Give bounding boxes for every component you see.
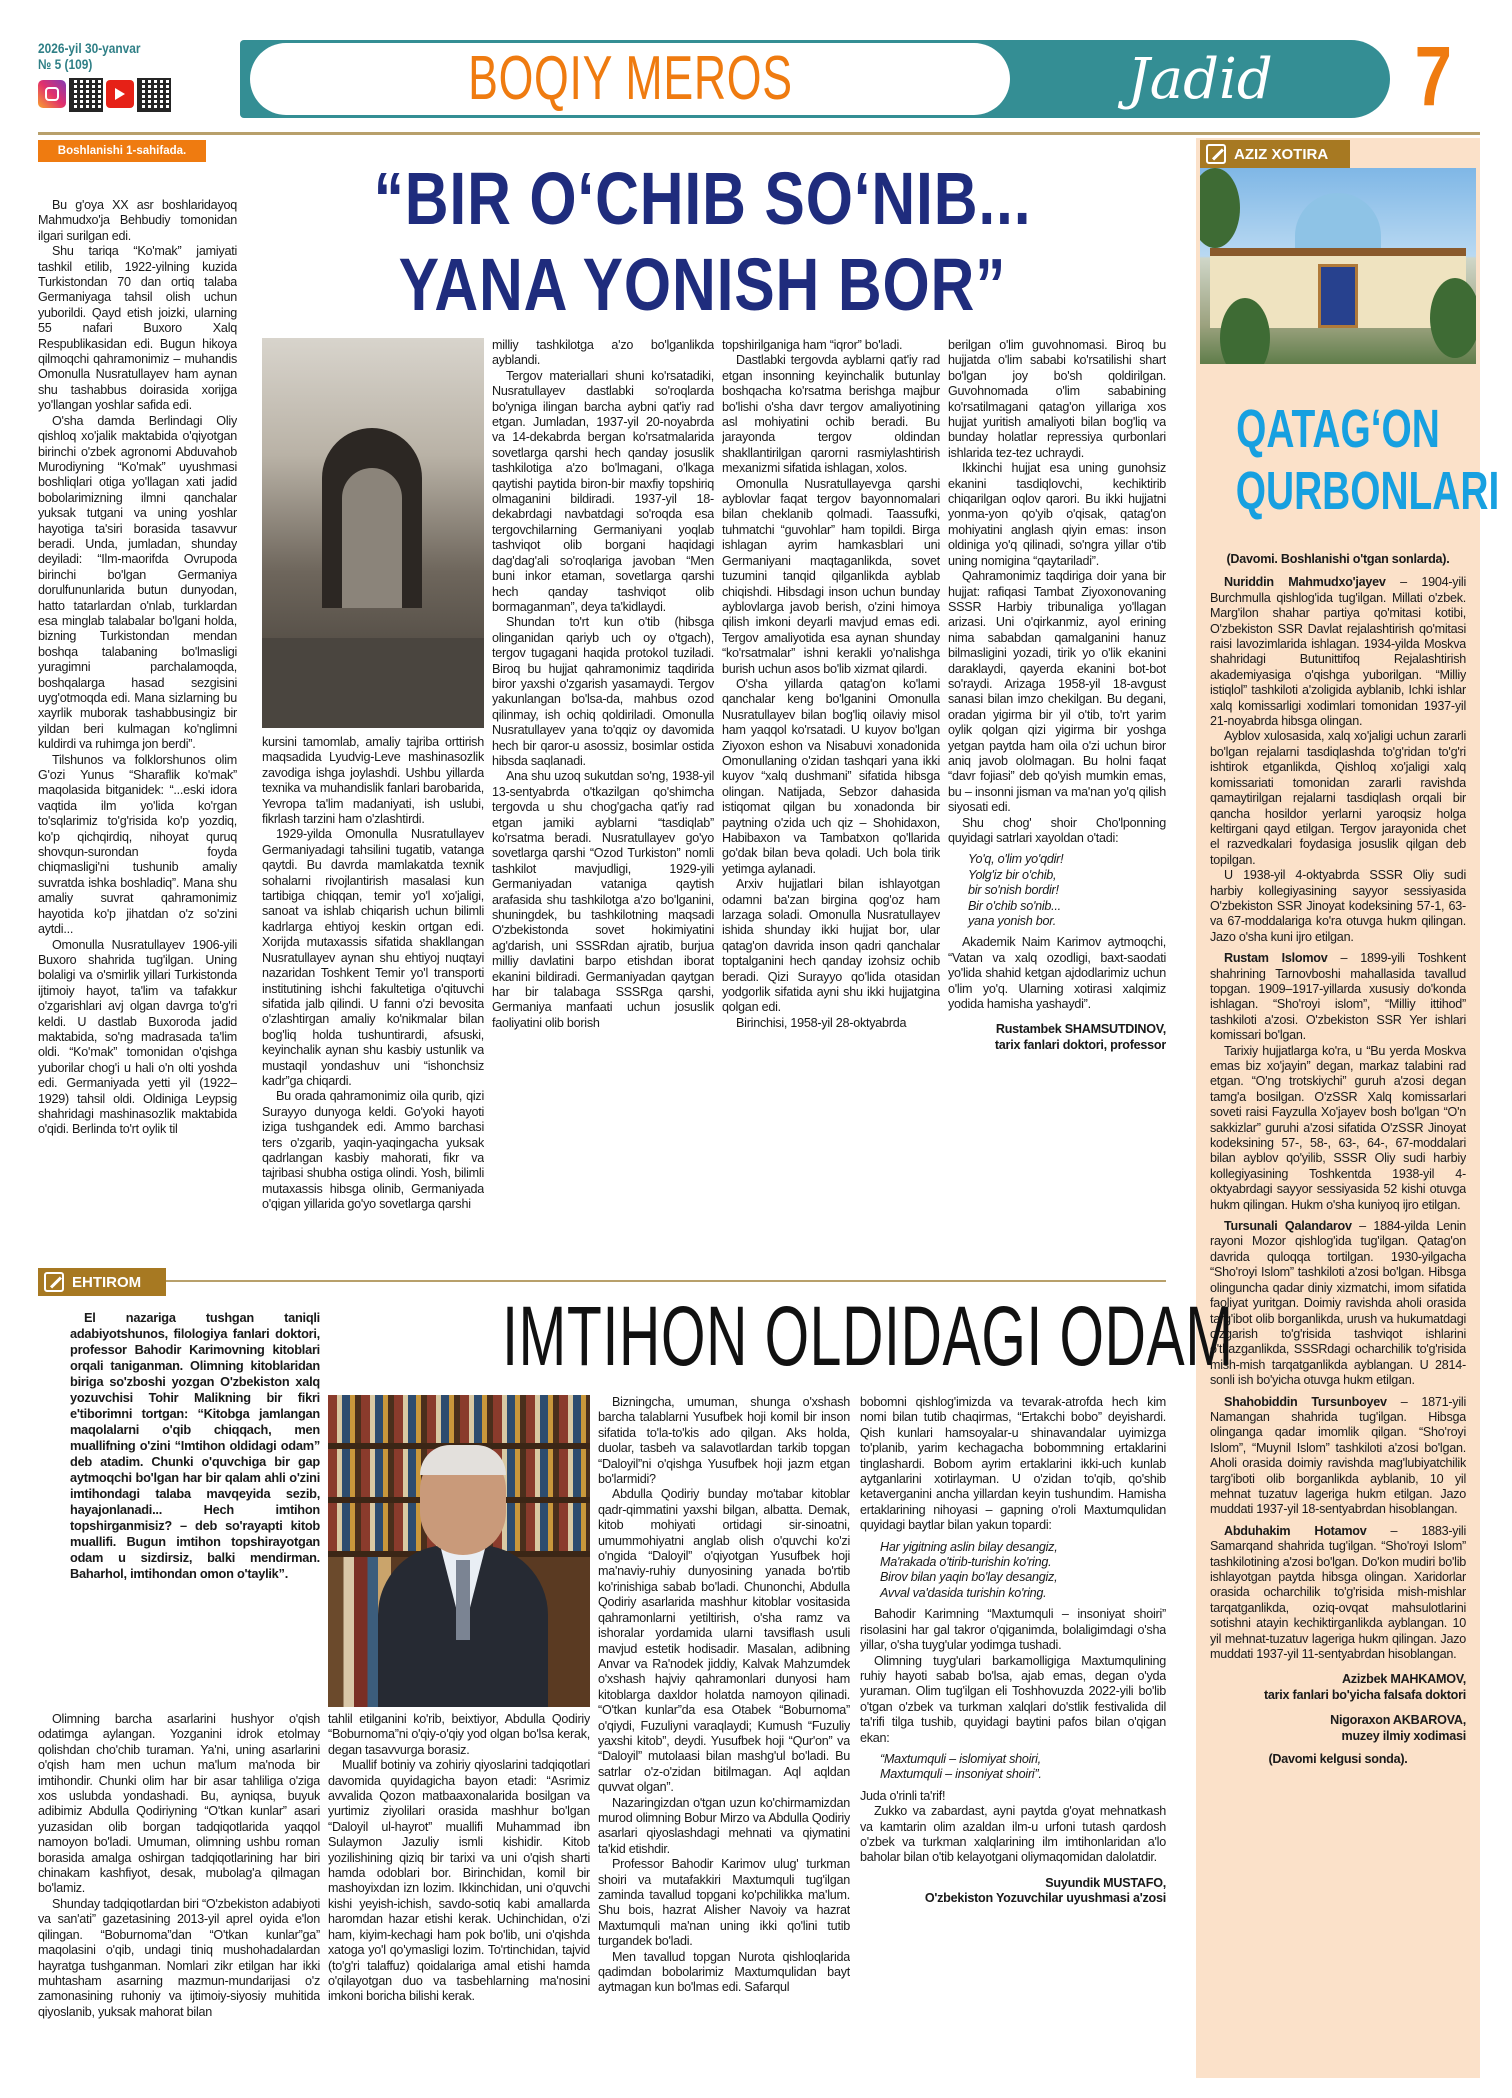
paragraph: Bahodir Karimning “Maxtumquli – insoniyat shoiri” risolasini har gal takror o'qiganimda, bolaligimdagi o'sha yillar, o'sha tuyg'ular yodimga tushadi.	[860, 1607, 1166, 1653]
article-column	[598, 1395, 850, 2077]
paragraph: O'sha damda Berlindagi Oliy qishloq xo'jalik maktabida o'qiyotgan birinchi o'zbek agronomi Abduvahob Murodiyning “Ko'mak” uyushmasi boshliqlari otiga yo'llagan xati jadid bobolarimizning ilmni qanchalar yuksak tutgani va uning yoshlar hayotiga ta'siri borasida tasavvur beradi. Unda, jumladan, shunday deyiladi: “Ilm-maorifda Ovrupoda birinchi bo'lgan Germaniya dorulfununlarida butun dunyodan, hatto tatarlardan o'nlab, turklardan esa minglab talabalar bo'lgani holda, bizning Turkistondan mendan boshqa talabaning bo'lmasligi yuragimni parchalamoqda, boshqalarga hasad sezgisini uyg'otmoqda edi. Mana sizlarning bu xayrlik muborak tashabbusingiz bir yildan beri kulmagan ko'nglimni kuldirdi va ruhimga jon berdi”.	[38, 413, 237, 752]
pencil-icon	[1206, 144, 1226, 164]
paragraph: Olimning tuyg'ulari barkamolligiga Maxtumqulining ruhiy hayoti sabab bo'lsa, ajab emas, degan o'yda yuraman. Olim tug'ilgan eli Toshhovuzda 2022-yili bo'lib o'tgan o'zbek va turkman xalqlari do'stlik festivalida dil ta'rifi tilga tushib, quyidagi baytini pafos bilan o'qigan ekan:	[860, 1653, 1166, 1745]
paragraph: Juda o'rinli ta'rif!	[860, 1788, 946, 1803]
historic-mausoleum-photo	[262, 338, 484, 728]
paragraph: Muallif botiniy va zohiriy qiyoslarini tadqiqotlari davomida quyidagicha bayon etadi: “Asrimiz avvalida Qozon matbaaxonalarida bosilgan va yurtimiz ziyolilari orasida mashhur bo'lgan “Daloyil ul-hayrot” muallifi Muhammad ibn Sulaymon Jazuliy ismli kishidir. Kitob yozilishining qiziq bir tarixi va uni o'qish sharti hamda odoblari bor. Birinchidan, komil bir mashoyixdan izn lozim. Ikkinchidan, uni o'quvchi kishi yeyish-ichish, savdo-sotiq kabi amallarda haromdan hazar etishi kerak. Uchinchidan, o'zi ham, kiyim-kechagi ham pok bo'lib, uni o'qishda xatoga yo'l qo'ymasligi lozim. To'rtinchidan, tajvid (to'g'ri talaffuz) qoidalariga amal etishi hamda o'qilayotgan duo va tasbehlarning ma'nosini imkoni boricha bilishi kerak.	[328, 1758, 590, 2004]
victim-entry	[1210, 1219, 1466, 1388]
rubric-text: AZIZ XOTIRA	[1234, 145, 1329, 163]
section-title: BOQIY MEROS	[467, 44, 793, 113]
paragraph: tahlil etilganini ko'rib, beixtiyor, Abdulla Qodiriy “Boburnoma”ni o'qiy-o'qiy yod olgan bo'lsa kerak, degan tasavvurga borasiz.	[328, 1712, 590, 1757]
title-line: QURBONLARI	[1235, 461, 1500, 521]
paragraph: Arxiv hujjatlari bilan ishlayotgan odamni ba'zan birgina qog'oz ham larzaga soladi. Omonulla Nusratullayev ishida shunday ikki hujjat bor, ular qatag'on davrida inson qadri qanchalar toptalganini hech qanday izohsiz ochib beradi. Qizi Surayyo qo'lida otasidan yodgorlik sifatida ayni shu ikki hujjatgina qolgan edi.	[722, 877, 940, 1015]
divider	[166, 1280, 1166, 1282]
newspaper-logo: Jadid	[1127, 46, 1273, 112]
author-signature	[948, 1022, 1166, 1053]
poem-line: Avval va'dasida turishin ko'ring.	[880, 1585, 1047, 1600]
victim-bio: – 1883-yili Samarqand shahrida tug'ilgan. “Sho'royi Islom” tashkilotining a'zosi bo'lgan. Do'kon mudiri bo'lib ishlayotgan paytda hibsga olingan. Xaridorlar orasida ocharchilik to'g'risida mish-mishlar tarqatganlikda, oziq-ovqat mahsulotlarini sotishni atayin kechiktirganlikda ayblangan. 10 yil mehnat-tuzatuv lageriga hukm qilingan. Jazo muddati 1937-yil 11-sentyabrdan hisoblangan.	[1210, 1523, 1466, 1662]
paragraph: Shunday tadqiqotlardan biri “O'zbekiston adabiyoti va san'ati” gazetasining 2013-yil aprel oyida e'lon qilingan. “Boburnoma”dan “O'tkan kunlar”ga” maqolasini o'qib, undagi tiniq mushohadalardan hayratga tushganman. Nomlari zikr etilgan har ikki muhtasham asarning mazmun-mundarijasi o'z zamonasining ruhoniy va ijtimoiy-siyosiy muhitida qiyoslanib, yuksak mahorat bilan	[38, 1896, 320, 2019]
victim-entries	[1210, 575, 1466, 1662]
issue-date: 2026-yil 30-yanvar	[38, 40, 141, 56]
victim-entry	[1210, 1395, 1466, 1518]
victim-bio: Tarixiy hujjatlarga ko'ra, u “Bu yerda Moskva emas biz xo'jayin” degan, markaz talabini rad etgan. “O'ng trotskiychi” guruh a'zosi degan tamg'a bosilgan. O'zSSR Xalq komissarlari soveti raisi Fayzulla Xo'jayev bosh bo'lgan “O'n sakkizlar” guruhi a'zosi sifatida O'zSSR Jinoyat kodeksining 57-, 58-, 63-, 64-, 67-moddalari bilan ayblov qo'yilib, SSSR Oliy sudi harbiy kollegiyasining Toshkentda 1938-yil 4-oktyabrdagi sayyor sessiyasida 52 kishi otuvga hukm qilingan. Hukm o'sha kuniyoq ijro etilgan.	[1210, 1043, 1466, 1212]
author-name: Rustambek SHAMSUTDINOV,	[995, 1022, 1166, 1037]
title-line: YANA YONISH BOR”	[398, 243, 1007, 326]
victim-entry	[1210, 729, 1466, 868]
author-signature	[860, 1876, 1166, 1907]
author-signature	[1210, 1713, 1466, 1744]
paragraph: Professor Bahodir Karimov ulug' turkman shoiri va mutafakkiri Maxtumquli tug'ilgan zaminda tavallud topgani ko'pchilikka ma'lum. Shu bois, hazrat Alisher Navoiy va hazrat Maxtumquli ma'nan uning ikki qo'lini tutib turgandek bo'ladi.	[598, 1857, 850, 1949]
lead-paragraph: El nazariga tushgan taniqli adabiyotshunos, filologiya fanlari doktori, professor Bahodir Karimovning kitoblari orqali taniganman. Olimning kitoblaridan biriga so'zboshi yozgan O'zbekiston xalq yozuvchisi Tohir Malikning bir fikri e'tiborimni tortgan: “Kitobga jamlangan maqolalarni o'qib chiqqach, men muallifning o'zini “Imtihon oldidagi odam” deb atadim. Chunki o'quvchiga bir gap aytmoqchi bo'lgan har bir qalam ahli o'zini imtihondagi talaba mavqeyida sezib, hayajonlanadi... Hech imtihon topshirganmisiz? – deb so'rayapti kitob muallifi. Bugun imtihon topshirayotgan odam u sizdirsiz, balki mendirman. Baharhol, imtihondan omon o'taylik”.	[70, 1310, 320, 1581]
author-title: tarix fanlari bo'yicha falsafa doktori	[1263, 1687, 1466, 1702]
article-column	[328, 1712, 590, 2077]
qr-code-icon	[139, 80, 169, 110]
victim-bio: – 1871-yili Namangan shahrida tug'ilgan. Hibsga olinganga qadar imomlik qilgan. “Sho'royi Islom”, “Muynil Islom” tashkiloti a'zosi bo'lgan. Aholi orasida doimiy ravishda mag'lubiyatchilik targ'iboti olib borganlikda ayblanib, 10 yil mehnat tuzatuv lageriga hukm etilgan. Jazo muddati 1937-yil 18-sentyabrdan hisoblangan.	[1210, 1394, 1466, 1517]
poem-line: Yolg'iz bir o'chib,	[968, 867, 1057, 882]
poem-line: Har yigitning aslin bilay desangiz,	[880, 1539, 1058, 1554]
article-column	[948, 338, 1166, 1253]
victim-bio: Ayblov xulosasida, xalq xo'jaligi uchun zararli bo'lgan rejalarni tasdiqlashda to'g'ridan to'g'ri ishtirok etganlikda, Qishloq xo'jaligi xalq komissariati tomonidan zararli ravishda qamaytirilgan rejalarni tasdiqlash orqali bir qancha hosildor yerlarni yaroqsiz holga keltirgani qayd etilgan. Tergov jarayonida chet el razvedkalari foydasiga josuslik qilgan deb topilgan.	[1210, 729, 1466, 867]
social-links	[38, 80, 169, 110]
author-name: Nigoraxon AKBAROVA,	[1330, 1713, 1466, 1728]
author-signature	[1210, 1672, 1466, 1703]
sidebar-text	[1210, 552, 1466, 2072]
paragraph: Zukko va zabardast, ayni paytda g'oyat mehnatkash va kamtarin olim azaldan ilm-u urfoni tutash qardosh o'zbek va turkman xalqlarining ilm imtihonlaridan a'lo baholar bilan o'tib kelayotgani oliymaqomidan dalolatdir.	[860, 1804, 1166, 1865]
victim-entry	[1210, 1524, 1466, 1663]
article-title	[240, 156, 1165, 332]
professor-portrait-photo	[328, 1395, 590, 1707]
victim-bio: – 1904-yili Burchmulla qishlog'ida tug'ilgan. Millati o'zbek. Marg'ilon shahar partiya qo'mitasi kotibi, O'zbekiston SSR Davlat rejalashtirish qo'mitasi raisi lavozimlarida ishlagan. 1934-yilda Moskva shahridagi Butunittifoq Rejalashtirish akademiyasiga o'qishga yuborilgan. “Milliy istiqlol” tashkiloti a'zoligida ayblanib, Ichki ishlar xalq komissarligi xodimlari tomonidan 1937-yil 21-noyabrda hibsga olingan.	[1210, 575, 1466, 729]
paragraph: Bizningcha, umuman, shunga o'xshash barcha talablarni Yusufbek hoji komil bir inson sifatida to'la-to'kis ado qilgan. Aks holda, duolar, tasbeh va salavotlardan tarkib topgan “Daloyil”ni o'qishga Yusufbek hoji jazm etgan bo'larmidi?	[598, 1395, 850, 1487]
issue-meta	[38, 40, 208, 72]
paragraph: Akademik Naim Karimov aytmoqchi, “Vatan va xalq ozodligi, baxt-saodati yo'lida shahid ketgan ajdodlarimiz uchun o'lim yo'q. Ularning xotirasi xalqimiz yodida hamisha yashaydi”.	[948, 935, 1166, 1012]
victim-name: Shahobiddin Tursunboyev	[1224, 1394, 1387, 1409]
victim-name: Abduhakim Hotamov	[1224, 1523, 1367, 1538]
qr-code-icon	[71, 80, 101, 110]
sidebar-title	[1196, 398, 1500, 528]
issue-number: № 5 (109)	[38, 56, 93, 72]
section-title-pill	[250, 43, 1010, 115]
paragraph: milliy tashkilotga a'zo bo'lganlikda ayblandi.	[492, 338, 714, 368]
author-title: tarix fanlari doktori, professor	[994, 1037, 1166, 1052]
paragraph: topshirilganiga ham “iqror” bo'ladi.	[722, 338, 903, 352]
paragraph: 1929-yilda Omonulla Nusratullayev Germaniyadagi tahsilini tugatib, vatanga qaytdi. Bu davrda mamlakatda texnik sohalarni rivojlantirish masalasi kun tartibiga chiqqan, temir yo'l xo'jaligi, sanoat va ishlab chiqarish uchun bilimli kadrlarga ehtiyoj keskin ortgan edi. Xorijda mutaxassis sifatida shakllangan Nusratullayev aynan shu ehtiyoj nuqtayi nazaridan Toshkent Temir yo'l transporti institutining ishchi fakultetiga o'qituvchi sifatida jalb qilindi. U fanni o'zi bevosita o'zlashtirgan amaliy ko'nikmalar bilan bog'liq holda tushuntirardi, afsuski, keyinchalik aynan shu kasbiy ustunlik va mustaqil yondashuv uni “ishonchsiz kadr”ga chiqardi.	[262, 827, 484, 1088]
youtube-icon[interactable]	[106, 80, 134, 108]
author-name: Azizbek MAHKAMOV,	[1341, 1672, 1466, 1687]
continued-label: Boshlanishi 1-sahifada.	[38, 140, 206, 162]
poem-line: Yo'q, o'lim yo'qdir!	[968, 852, 1064, 867]
page-number: 7	[1414, 29, 1453, 123]
victim-bio: – 1899-yili Toshkent shahrining Tarnovboshi mahallasida tavallud topgan. 1909–1917-yillarda xususiy do'konda ishlagan. “Sho'royi islom”, “Milliy ittihod” tashkiloti a'zosi. O'zbekiston SSR Yer ishlari komissari bo'lgan.	[1210, 951, 1466, 1043]
victim-name: Rustam Islomov	[1224, 951, 1328, 966]
victim-entry	[1210, 575, 1466, 729]
paragraph: bobomni qishlog'imizda va tevarak-atrofda hech kim nomi bilan tutib chaqirmas, “Ertakchi bobo” deyishardi. Qish kunlari hamsoyalar-u shinavandalar uyimizga to'planib, yarim kechagacha bobommning ertaklarini tinglashardi. Bobom ayrim ertaklarini ikki-uch kunlab aytganlarini xotirlayman. U o'zidan to'qib, qo'shib ketaverganini ancha yillardan keyin tushundim. Hamisha ertaklarining nihoyasi – gapning o'roli Maxtumqulidan quyidagi baytlar bilan yakun topardi:	[860, 1395, 1166, 1533]
paragraph: Olimning barcha asarlarini hushyor o'qish odatimga aylangan. Yozganini idrok etolmay qolishdan cho'chib turaman. Ya'ni, uning asarlarini o'qish ham men uchun ma'lum ma'noda bir imtihondir. Chunki olim har bir asar tahliliga o'ziga xos uslubda yondashadi. Bu, ayniqsa, buyuk adibimiz Abdulla Qodiriyning “O'tkan kunlar” asari yuzasidan olib borgan tadqiqotlarida yaqqol namoyon bo'ladi. Umuman, olimning ushbu roman borasida amalga oshirgan tadqiqotlarining har biri chinakam kashfiyot, desak, mubolag'a qilmagan bo'lamiz.	[38, 1712, 320, 1896]
paragraph: Abdulla Qodiriy bunday mo'tabar kitoblar qadr-qimmatini yaxshi bilgan, albatta. Demak, kitob mohiyati ortidagi sir-sinoatni, umummohiyatni anglab olish o'quvchi ko'zi o'ngida “Daloyil” o'qiyotgan Yusufbek hoji ma'naviy-ruhiy dunyosining yanada bo'rtib ko'rinishiga sabab bo'ladi. Chunonchi, Abdulla Qodiriy asarlarida mashhur kitoblar vositasida qahramonlarni yetiltirish, o'sha ramz va ishoralar yordamida ularni tavsiflash usuli mavjud estetik hodisadir. Masalan, adibning Anvar va Ra'nodek jiddiy, Kalvak Mahzumdek o'xshash hajviy qahramonlari dunyosi ham kitoblarga daxldor holatda namoyon qilinadi. “O'tkan kunlar”da esa Otabek “Boburnoma” o'qiydi, Fuzuliyni varaqlaydi; Kumush “Fuzuliy yaxshi kitob”, deydi. Yusufbek hoji “Qur'on” va “Daloyil” mutolaasi bilan mashg'ul bo'ladi. Bu satrlar o'z-o'zidan bitilmagan. Aql aqldan quvvat olgan”.	[598, 1487, 850, 1795]
paragraph: Bu orada qahramonimiz oila qurib, qizi Surayyo dunyoga keldi. Go'yoki hayoti iziga tushgandek edi. Ammo barchasi ters o'zgarib, yaqin-yaqingacha yuksak qadrlangan kasbiy mahorati, fikr va tajribasi shubha ostiga olindi. Yosh, bilimli mutaxassis hibsga olinib, Germaniyada o'qigan yillarida go'yo sovetlarga qarshi	[262, 1089, 484, 1212]
paragraph: Shundan to'rt kun o'tib (hibsga olinganidan qariyb uch oy o'tgach), tergov tugagani haqida protokol tuziladi. Biroq bu hujjat qahramonimiz taqdirida biror yaxshi o'zgarish yasamaydi. Tergov yakunlangan bo'lsa-da, mahbus ozod qilinmay, ish ochiq qoldiriladi. Omonulla Nusratullayev yana to'qqiz oy davomida hech bir qaror-u asossiz, bosimlar ostida hibsda saqlanadi.	[492, 615, 714, 768]
poem-line: Birov bilan yaqin bo'lay desangiz,	[880, 1570, 1058, 1585]
rubric-label	[1200, 140, 1350, 168]
article-column	[492, 338, 714, 1253]
poem-line: Bir o'chib so'nib...	[968, 898, 1061, 913]
continued-note: (Davomi. Boshlanishi o'tgan sonlarda).	[1226, 552, 1450, 566]
paragraph: Shu tariqa “Ko'mak” jamiyati tashkil etilib, 1922-yilning kuzida Turkistondan 70 dan ortiq talaba Germaniyaga tahsil olish uchun yuborildi. Qayd etish joizki, ularning 55 nafari Buxoro Xalq Respublikasidan edi. Bugun hikoya qilmoqchi qahramonimiz – muhandis Omonulla Nusratullayev ham aynan shu tashabbus doirasida xorijga yo'llangan yoshlar safida edi.	[38, 244, 237, 413]
paragraph: Nazaringizdan o'tgan uzun ko'chirmamizdan murod olimning Bobur Mirzo va Abdulla Qodiriy asarlari qiyoslashdagi mehnati va qiymatini ta'kid etishdir.	[598, 1795, 850, 1856]
paragraph: Dastlabki tergovda ayblarni qat'iy rad etgan insonning keyinchalik butunlay boshqacha ko'rsatma berishga majbur bo'lishi o'sha davr tergov amaliyotining asl mohiyatini ochib beradi. Bu jarayonda tergov oldindan shakllantirilgan qarorni rasmiylashtirish mexanizmi sifatida ishlagan, xolos.	[722, 353, 940, 476]
article-column	[860, 1395, 1166, 2077]
poem-line: bir so'nish bordir!	[968, 883, 1059, 898]
victim-bio: U 1938-yil 4-oktyabrda SSSR Oliy sudi harbiy kollegiyasining sayyor sessiyasida O'zbekiston SSR Jinoyat kodeksining 57-1, 63- va 67-moddalariga ko'ra otuvga hukm qilingan. Jazo o'sha kuni ijro etilgan.	[1210, 868, 1466, 944]
paragraph: Omonulla Nusratullayevga qarshi ayblovlar faqat tergov bayonnomalari bilan cheklanib qolmadi. Taassufki, tuhmatchi “guvohlar” ham topildi. Birga ishlagan ayrim hamkasblari uni Germaniyani maqtaganlikda, sovet tuzumini tanqid qilganlikda ayblab chiqishdi. Hibsdagi inson uchun bunday ayblovlarga javob berish, o'zini himoya qilish imkoni deyarli mavjud emas edi. Tergov amaliyotida esa aynan shunday “ko'rsatmalar” ishni kerakli yo'nalishga burish uchun asos bo'lib xizmat qilardi.	[722, 476, 940, 676]
paragraph: Shu chog' shoir Cho'lponning quyidagi satrlari xayoldan o'tadi:	[948, 815, 1166, 845]
memorial-museum-photo	[1200, 168, 1476, 364]
victim-entry	[1210, 951, 1466, 1043]
article-title-wrap	[330, 1289, 1234, 1383]
paragraph: Men tavallud topgan Nurota qishloqlarida qadimdan bobolarimiz Maxtumqulidan bayt aytmagan kun bo'lmas edi. Safarqul	[598, 1949, 850, 1995]
poem-line: Maxtumquli – insoniyat shoiri”.	[880, 1767, 1042, 1782]
pencil-icon	[44, 1272, 64, 1292]
poem-line: Ma'rakada o'tirib-turishin ko'ring.	[880, 1555, 1052, 1570]
paragraph: Birinchisi, 1958-yil 28-oktyabrda	[736, 1015, 907, 1030]
victim-name: Tursunali Qalandarov	[1224, 1219, 1352, 1234]
title-line: “BIR O‘CHIB SO‘NIB...	[373, 157, 1032, 240]
victim-bio: – 1884-yilda Lenin rayoni Mozor qishlog'ida tug'ilgan. Qatag'on davrida quloqqa tortilgan. 1930-yilgacha “Sho'royi Islom” tashkiloti a'zosi bo'lgan. Hibsga olinguncha qadar diniy xizmatchi, imom sifatida faoliyat yuritgan. Doimiy ravishda aholi orasida targ'ibot olib borganlikda, urush va hukumatdagi o'zgarish to'g'risida tashviqot ishlarini o'tkazganlikda, SSSRdagi ocharchilik to'g'risida mish-mish tarqatganlikda ayblangan. U 2814-sonli ish bo'yicha otuvga hukm etilgan.	[1210, 1219, 1466, 1388]
paragraph: Qahramonimiz taqdiriga doir yana bir hujjat: rafiqasi Tambat Ziyoxonovaning SSSR Harbiy tribunaliga yo'llagan arizasi. Uni o'qirkanmiz, ayol erining nima sababdan qamalganini hanuz bilmasligini yozadi, tirik yo o'lik ekanini daraklaydi, qayerda ekanini bot-bot so'raydi. Arizaga 1958-yil 18-avgust sanasi bilan imzo chekilgan. Bu degani, oradan yigirma bir yil o'tib, to'rt yarim oylik qolgan qizi yigirma bir yoshga yetgan paytda ham oila o'zi uchun biror aniq javob ololmagan. Bu holni faqat “davr fojiasi” deb qo'yish mumkin emas, bu – insonni jisman va ma'nan yo'q qilish siyosati edi.	[948, 569, 1166, 815]
poem	[860, 1752, 1166, 1783]
article-column	[262, 735, 484, 1253]
victim-name: Nuriddin Mahmudxo'jayev	[1224, 575, 1386, 590]
author-name: Suyundik MUSTAFO,	[1045, 1875, 1166, 1890]
article-column	[722, 338, 940, 1253]
column-body	[860, 1789, 1166, 1866]
author-title: O'zbekiston Yozuvchilar uyushmasi a'zosi	[924, 1891, 1166, 1906]
divider	[38, 132, 1480, 135]
paragraph: Ana shu uzoq sukutdan so'ng, 1938-yil 13-sentyabrda o'tkazilgan qo'shimcha tergovda u shu chog'gacha qat'iy rad etgan jamiki ayblarni “tasdiqlab” ko'rsatma beradi. Nusratullayev go'yo sovetlarga qarshi “Ozod Turkiston” nomli tashkilot mavjudligi, 1929-yili Germaniyadan vataniga qaytish arafasida shu tashkilotga a'zo bo'lganini, shuningdek, bu tashkilotning maqsadi O'zbekistonda sovet hokimiyatini ag'darish, uni SSSRdan ajratib, burjua milliy davlatini barpo etishdan iborat ekanini bildiradi. Germaniyadan qaytgan har bir talabaga SSSRga qarshi, Germaniya manfaati uchun josuslik faoliyatini olib borish	[492, 769, 714, 1030]
article-lead	[70, 1310, 320, 1695]
victim-entry	[1210, 1044, 1466, 1213]
paragraph: Omonulla Nusratullayev 1906-yili Buxoro shahrida tug'ilgan. Uning bolaligi va o'smirlik yillari Turkistonda ijtimoiy hayot, ta'lim va tafakkur o'zgarishlari avj olgan davrga to'g'ri keldi. U dastlab Buxoroda jadid maktabida, so'ng madrasada ta'lim oldi. “Ko'mak” tomonidan o'qishga yuborilar chog'i u hali o'n olti yoshda edi. Germaniyada yetti yil (1922–1929) tahsil oldi. Oldiniga Leypsig shahridagi mashinasozlik maktabida o'qidi. Berlinda to'rt oylik til	[38, 937, 237, 1137]
poem	[860, 1540, 1166, 1602]
poem-line: “Maxtumquli – islomiyat shoiri,	[880, 1751, 1041, 1766]
article-title: IMTIHON OLDIDAGI ODAM	[502, 1289, 1234, 1383]
paragraph: Tilshunos va folklorshunos olim G'ozi Yunus “Sharaflik ko'mak” maqolasida bitganidek: “...eski idora vaqtida ilm yo'lida ko'rgan to'sqlarimiz to'g'risida ko'p yozdiq, ko'p qichqirdiq, nihoyat quruq shovqun-surondan foyda chiqmasligi'ni tushunib amaliy suvratda ishka boshladiq”. Mana shu amaliy suvrat qahramonimiz hayotida ko'p jihatdan o'z so'zini aytdi...	[38, 752, 237, 937]
poem-line: yana yonish bor.	[968, 914, 1056, 929]
poem	[948, 852, 1166, 929]
article-column	[38, 198, 237, 1253]
paragraph: berilgan o'lim guvohnomasi. Biroq bu hujjatda o'lim sababi ko'rsatilishi shart bo'lgan joy bo'sh qoldirilgan. Guvohnomada o'lim sababining ko'rsatilmagani qatag'on yillariga xos hujjat yuritish amaliyoti bilan bog'liq va bunday holatlar repressiya qurbonlari ishlarida tez-tez uchraydi.	[948, 338, 1166, 460]
paragraph: O'sha yillarda qatag'on ko'lami qanchalar keng bo'lganini Omonulla Nusratullayev bilan bog'liq oilaviy misol ham yaqqol ko'rsatadi. U kuyov bo'lgan Ziyoxon eshon va Nisabuvi xonadonida Omonullaning o'zidan tashqari yana ikki kuyov “xalq dushmani” sifatida hibsga olingan. Natijada, Sebzor dahasida istiqomat qilgan bu xonadonda bir paytning o'zida uch qiz – Shohidaxon, Habibaxon va Tambatxon qo'llarida go'dak bilan beva qoladi. Uch bola tirik yetimga aylanadi.	[722, 676, 940, 876]
column-body	[948, 338, 1166, 846]
rubric-text: EHTIROM	[72, 1273, 142, 1291]
column-body	[860, 1607, 1166, 1746]
victim-entry	[1210, 868, 1466, 945]
author-title: muzey ilmiy xodimasi	[1341, 1728, 1466, 1743]
paragraph: kursini tamomlab, amaliy tajriba orttirish maqsadida Lyudvig-Leve mashinasozlik zavodiga ishga joylashdi. Ushbu yillarda texnika va muhandislik fanlari barobarida, Yevropa ta'lim madaniyati, ish uslubi, fikrlash tarzini ham o'zlashtirdi.	[262, 735, 484, 827]
to-be-continued: (Davomi kelgusi sonda).	[1268, 1752, 1408, 1767]
rubric-label	[38, 1268, 166, 1296]
paragraph: Ikkinchi hujjat esa uning gunohsiz ekanini tasdiqlovchi, kechiktirib chiqarilgan oqlov qarori. Bu ikki hujjatni yonma-yon qo'yib o'qisak, qatag'on mohiyatini anglash qiyin emas: inson oldiniga yo'q qilinadi, so'ngra yillar o'tib uning nomigina “qaytariladi”.	[948, 461, 1166, 568]
paragraph: Tergov materiallari shuni ko'rsatadiki, Nusratullayev dastlabki so'roqlarda bo'yniga ilingan barcha aybni qat'iy rad etgan. Jumladan, 1937-yil 20-noyabrda va 14-dekabrda bergan ko'rsatmalarida sovetlarga qarshi hech qanday josuslik tashkilotiga a'zo bo'lmagani, o'lkaga qaytishi paytida biron-bir maxfiy topshiriq olmaganini bildiradi. 1937-yil 18-dekabrdagi navbatdagi so'roqda esa tergovchilarning Germaniyani yoqlab tashviqot olib borgani haqidagi dag'dag'ali so'roqlariga javoban “Men buni inkor etaman, sovetlarga qarshi hech qanday tashviqot olib bormaganman”, deya ta'kidlaydi.	[492, 368, 714, 614]
paragraph: Bu g'oya XX asr boshlaridayoq Mahmudxo'ja Behbudiy tomonidan ilgari surilgan edi.	[38, 198, 237, 243]
instagram-icon[interactable]	[38, 80, 66, 108]
article-column	[38, 1712, 320, 2077]
title-line: QATAG‘ON	[1236, 399, 1440, 459]
